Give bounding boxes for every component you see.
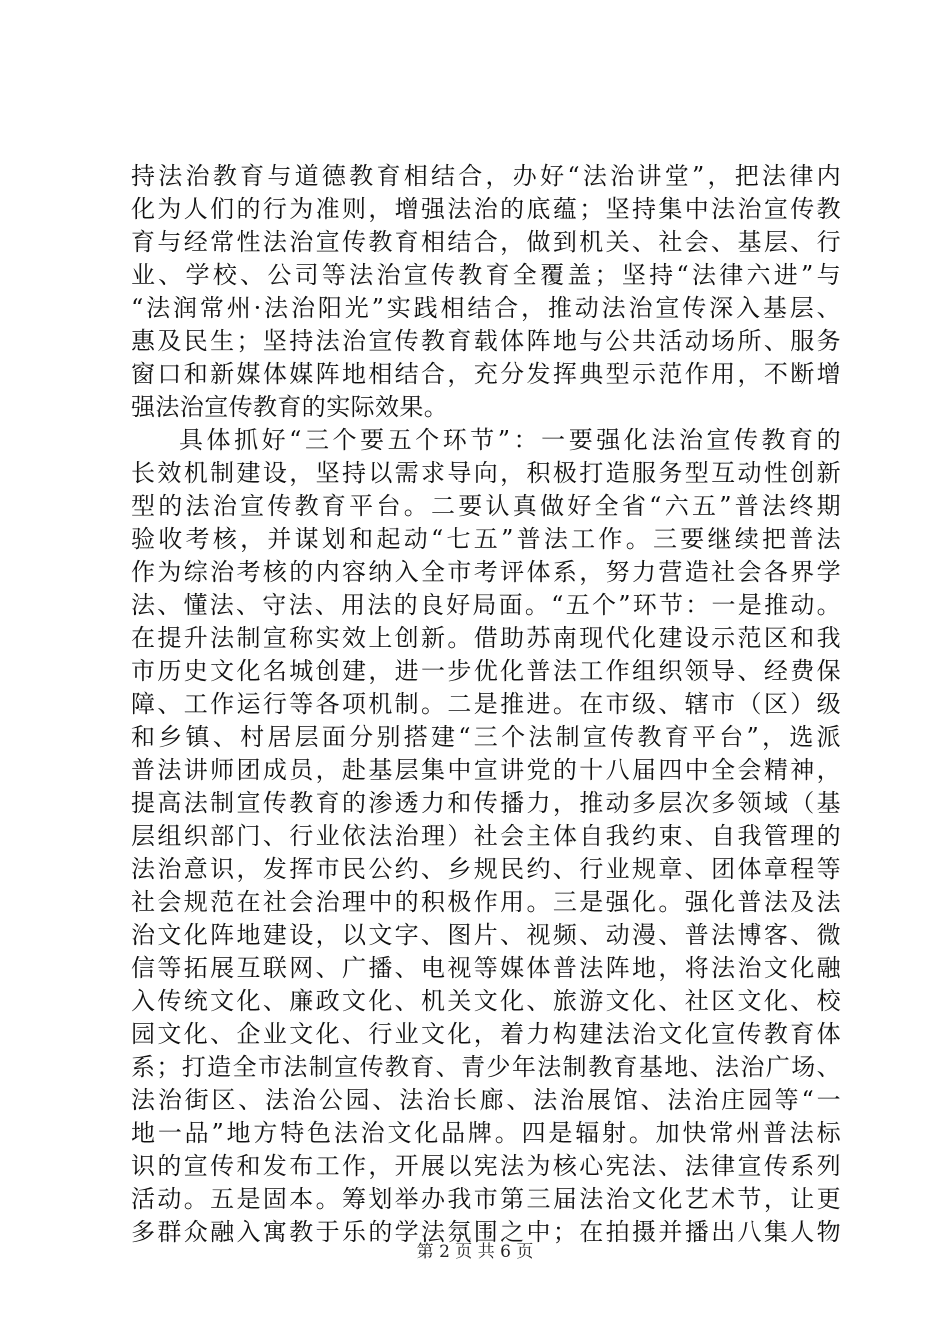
text-line: 地一品”地方特色法治文化品牌。四是辐射。加快常州普法标 xyxy=(131,1119,841,1147)
text-line: 育与经常性法治宣传教育相结合，做到机关、社会、基层、行 xyxy=(131,228,841,256)
text-line: “法润常州·法治阳光”实践相结合，推动法治宣传深入基层、 xyxy=(131,294,841,322)
text-line: 层组织部门、行业依法治理）社会主体自我约束、自我管理的 xyxy=(131,822,841,850)
text-line: 作为综治考核的内容纳入全市考评体系，努力营造社会各界学 xyxy=(131,558,841,586)
text-line: 多群众融入寓教于乐的学法氛围之中；在拍摄并播出八集人物 xyxy=(131,1218,841,1246)
text-line: 在提升法制宣称实效上创新。借助苏南现代化建设示范区和我 xyxy=(131,624,841,652)
text-line: 社会规范在社会治理中的积极作用。三是强化。强化普法及法 xyxy=(131,888,841,916)
text-line: 识的宣传和发布工作，开展以宪法为核心宪法、法律宣传系列 xyxy=(131,1152,841,1180)
text-line: 法、懂法、守法、用法的良好局面。“五个”环节：一是推动。 xyxy=(131,591,841,619)
text-line: 法治街区、法治公园、法治长廊、法治展馆、法治庄园等“一 xyxy=(131,1086,841,1114)
text-line: 长效机制建设，坚持以需求导向，积极打造服务型互动性创新 xyxy=(131,459,841,487)
text-line: 验收考核，并谋划和起动“七五”普法工作。三要继续把普法 xyxy=(131,525,841,553)
text-line: 提高法制宣传教育的渗透力和传播力，推动多层次多领域（基 xyxy=(131,789,841,817)
text-line: 治文化阵地建设，以文字、图片、视频、动漫、普法博客、微 xyxy=(131,921,841,949)
text-line: 园文化、企业文化、行业文化，着力构建法治文化宣传教育体 xyxy=(131,1020,841,1048)
text-line: 市历史文化名城创建，进一步优化普法工作组织领导、经费保 xyxy=(131,657,841,685)
body-text xyxy=(131,160,841,1249)
page-number-footer: 第 2 页 共 6 页 xyxy=(416,1242,534,1262)
text-line: 信等拓展互联网、广播、电视等媒体普法阵地，将法治文化融 xyxy=(131,954,841,982)
text-line: 系；打造全市法制宣传教育、青少年法制教育基地、法治广场、 xyxy=(131,1053,841,1081)
text-line: 业、学校、公司等法治宣传教育全覆盖；坚持“法律六进”与 xyxy=(131,261,841,289)
text-line: 入传统文化、廉政文化、机关文化、旅游文化、社区文化、校 xyxy=(131,987,841,1015)
text-line: 法治意识，发挥市民公约、乡规民约、行业规章、团体章程等 xyxy=(131,855,841,883)
text-line: 惠及民生；坚持法治宣传教育载体阵地与公共活动场所、服务 xyxy=(131,327,841,355)
text-line: 化为人们的行为准则，增强法治的底蕴；坚持集中法治宣传教 xyxy=(131,195,841,223)
text-line: 型的法治宣传教育平台。二要认真做好全省“六五”普法终期 xyxy=(131,492,841,520)
text-line: 活动。五是固本。筹划举办我市第三届法治文化艺术节，让更 xyxy=(131,1185,841,1213)
text-line: 持法治教育与道德教育相结合，办好“法治讲堂”，把法律内 xyxy=(131,162,841,190)
paragraph-first-line: 具体抓好“三个要五个环节”：一要强化法治宣传教育的 xyxy=(179,426,841,454)
text-line: 普法讲师团成员，赴基层集中宣讲党的十八届四中全会精神， xyxy=(131,756,841,784)
text-line: 窗口和新媒体媒阵地相结合，充分发挥典型示范作用，不断增 xyxy=(131,360,841,388)
text-line: 障、工作运行等各项机制。二是推进。在市级、辖市（区）级 xyxy=(131,690,841,718)
text-line: 强法治宣传教育的实际效果。 xyxy=(131,393,449,421)
text-line: 和乡镇、村居层面分别搭建“三个法制宣传教育平台”，选派 xyxy=(131,723,841,751)
